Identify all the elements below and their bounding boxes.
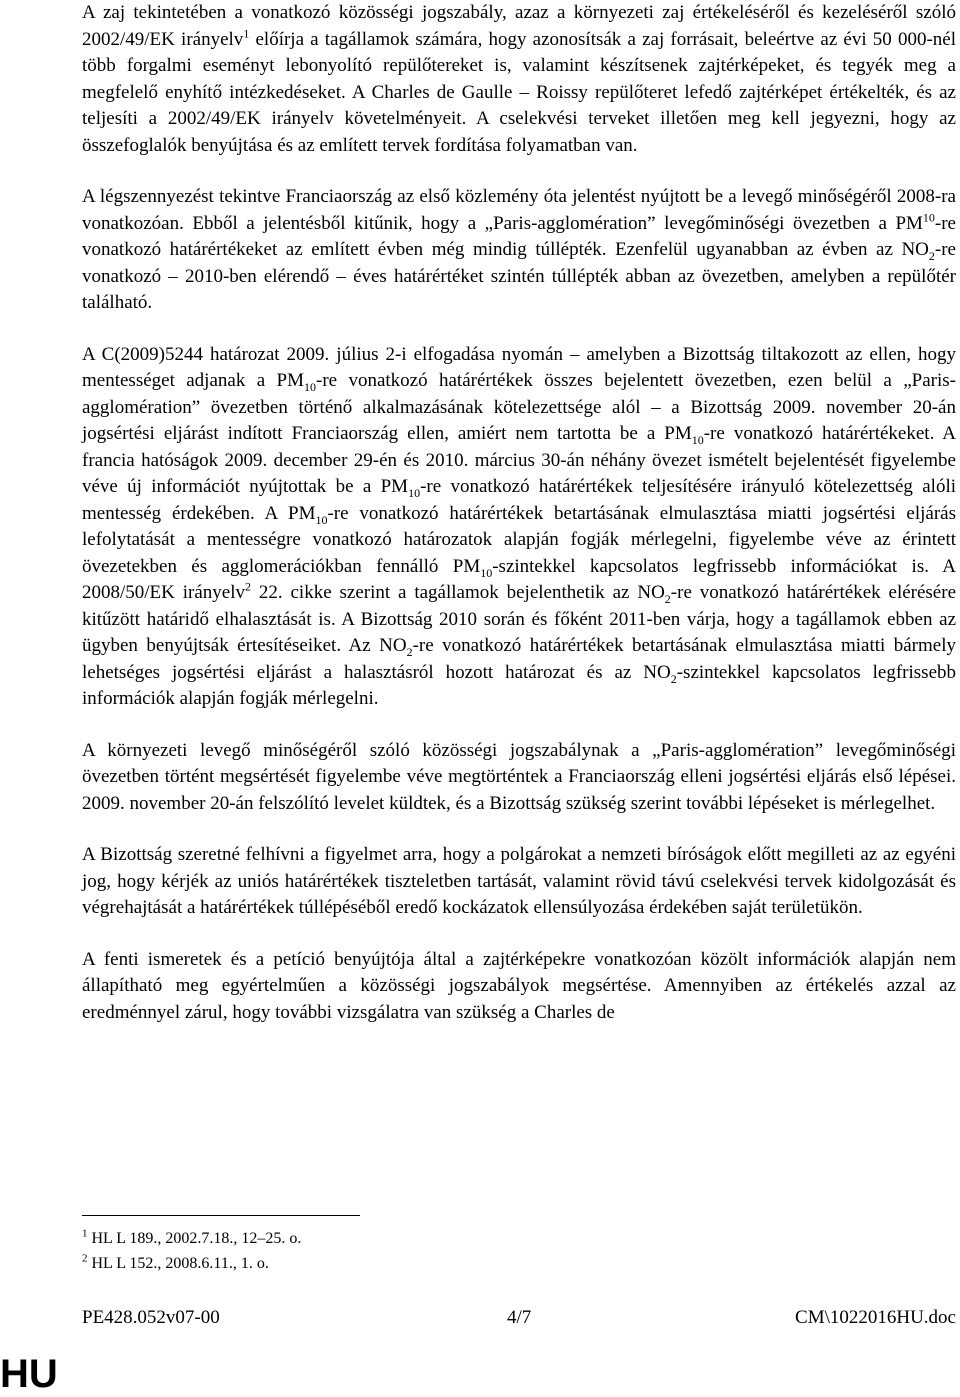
subscript: 10: [408, 485, 421, 500]
document-reference: PE428.052v07-00: [82, 1307, 220, 1328]
superscript: 10: [922, 210, 935, 225]
footnote-2: [82, 1251, 301, 1276]
paragraph-air-pollution: [82, 184, 956, 317]
text-run: -szintekkel kapcsolatos legfrissebb információk alapján fogják mérlegelni.: [82, 661, 956, 709]
text-run: 22. cikke szerint a tagállamok bejelenthetik az NO: [251, 582, 665, 603]
subscript: 2: [664, 591, 671, 606]
footnote-1: [82, 1226, 301, 1251]
subscript: 2: [928, 248, 935, 263]
text-run: A C(2009)5244 határozat 2009. július 2-i elfogadása nyomán – amelyben a Bizottság tiltakozott az ellen, hogy mentességet adjanak a PM: [82, 343, 956, 391]
text-run: A légszennyezést tekintve Franciaország az első közlemény óta jelentést nyújtott be a levegő minőségéről 2008-ra vonatkozóan. Ebből a jelentésből kitűnik, hogy a „Paris-agglomération” levegőminőségi övezetben a PM: [82, 186, 956, 234]
paragraph-citizen-rights: A Bizottság szeretné felhívni a figyelmet arra, hogy a polgárokat a nemzeti bíróságok előtt megilleti az az egyéni jog, hogy kérjék az uniós határértékek tiszteletben tartását, valamint rövid távú cselekvési tervek kidolgozását és végrehajtását a határértékek túllépéséből eredő kockázatok ellensúlyozása érdekében saját területükön.: [82, 844, 956, 918]
text-run: előírja a tagállamok számára, hogy azonosítsák a zaj forrásait, beleértve az évi 50 000-nél több forgalmi eseményt lebonyolító repülőtereket is, valamint készítsenek zajtérképeket, és tegyék meg a megfelelő enyhítő intézkedéseket. A Charles de Gaulle – Roissy repülőteret lefedő zajtérképet értékelték, és az teljesíti a 2002/49/EK irányelv követelményeit. A cselekvési terveket illetően meg kell jegyezni, hogy az összefoglalók benyújtása és az említett tervek fordítása folyamatban van.: [82, 28, 956, 156]
text-run: -re vonatkozó határértékek betartásának elmulasztása miatti bármely lehetséges jogsértési eljárást a halasztásról hozott határozat és az NO: [82, 635, 957, 683]
text-run: -re vonatkozó határértékek teljesítésére irányuló kötelezettség alóli mentesség érdekében. A PM: [82, 476, 957, 524]
text-run: -re vonatkozó határértékeket. A francia hatóságok 2009. december 29-én és 2010. március 30-án néhány övezet ismételt bejelentését figyelembe véve új információt nyújtottak be a PM: [82, 423, 956, 497]
text-run: -re vonatkozó – 2010-ben elérendő – éves határértéket szintén túllépték abban az övezetben, amelyben a repülőtér található.: [82, 239, 956, 313]
footnote-separator: [82, 1215, 360, 1216]
subscript: 10: [691, 432, 704, 447]
subscript: 10: [304, 379, 316, 394]
document-body: [82, 0, 956, 1026]
footnote-ref-2: 2: [245, 579, 252, 594]
subscript: 2: [670, 671, 677, 686]
paragraph-decision: [82, 342, 956, 713]
footnotes: [82, 1226, 301, 1276]
paragraph-conclusion: A fenti ismeretek és a petíció benyújtója által a zajtérképekre vonatkozóan közölt információk alapján nem állapítható meg egyértelműen a közösségi jogszabályok megsértése. Amennyiben az értékelés azzal az eredménnyel zárul, hogy további vizsgálatra van szükség a Charles de: [82, 948, 956, 1023]
paragraph-noise: [82, 0, 956, 159]
footnote-text: HL L 152., 2008.6.11., 1. o.: [87, 1255, 269, 1272]
page-number: 4/7: [507, 1307, 532, 1328]
file-name: CM\1022016HU.doc: [795, 1307, 956, 1328]
text-run: -re vonatkozó határértékek elérésére kitűzött határidő elhalasztását is. A Bizottság 2010 során és főként 2011-ben várja, hogy a tagállamok ebben az ügyben benyújtsák értesítéseiket. Az NO: [82, 582, 957, 656]
text-run: -re vonatkozó határértékeket az említett évben még mindig túllépték. Ezenfelül ugyanabban az évben az NO: [82, 212, 956, 260]
text-run: -szintekkel kapcsolatos legfrissebb információkat is. A 2008/50/EK irányelv: [82, 555, 956, 603]
text-run: -re vonatkozó határértékek betartásának elmulasztása miatti jogsértési eljárás lefolytatását a mentességre vonatkozó határozatok alapján fogják mérlegelni, figyelembe véve az érintett övezetekben és agglomerációkban fennálló PM: [82, 502, 956, 577]
footnote-text: HL L 189., 2002.7.18., 12–25. o.: [87, 1230, 302, 1247]
text-run: -re vonatkozó határértékek összes bejelentett övezetben, ezen belül a „Paris-agglomération” övezetben történő alkalmazásának kötelezettsége alól – a Bizottság 2009. november 20-án jogsértési eljárást indított Franciaország ellen, amiért nem tartotta be a PM: [82, 370, 956, 444]
subscript: 10: [480, 565, 493, 580]
language-code: HU: [0, 1352, 58, 1396]
footnote-number: 1: [82, 1227, 88, 1240]
subscript: 2: [406, 644, 413, 659]
footnote-ref-1: 1: [243, 26, 250, 41]
text-run: A zaj tekintetében a vonatkozó közösségi jogszabály, azaz a környezeti zaj értékeléséről és kezeléséről szóló 2002/49/EK irányelv: [82, 2, 956, 50]
paragraph-infringement: A környezeti levegő minőségéről szóló közösségi jogszabálynak a „Paris-agglomération” levegőminőségi övezetben történt megsértését figyelembe véve megtörténtek a Franciaország elleni jogsértési eljárás első lépései. 2009. november 20-án felszólító levelet küldtek, és a Bizottság szükség szerint további lépéseket is mérlegelhet.: [82, 739, 956, 814]
footnote-number: 2: [82, 1252, 88, 1265]
subscript: 10: [315, 512, 328, 527]
